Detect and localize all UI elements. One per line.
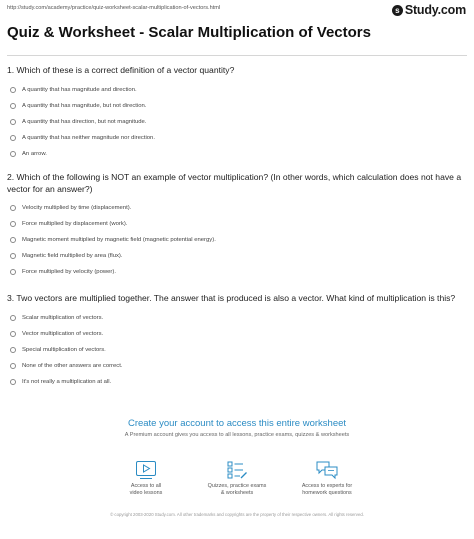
question-text: 3. Two vectors are multiplied together. The answer that is produced is also a vector. What kind of multiplication is this? (7, 293, 456, 303)
radio-icon[interactable] (10, 269, 16, 275)
option-label: A quantity that has neither magnitude nor direction. (22, 134, 155, 141)
option-label: Velocity multiplied by time (displacement). (22, 205, 132, 212)
question-text: 2. Which of the following is NOT an example of vector multiplication? (In other words, which calculation does not have a vector for an answer?) (7, 172, 462, 194)
option-label: An arrow. (22, 150, 47, 157)
radio-icon[interactable] (10, 119, 16, 125)
answer-option[interactable] (7, 358, 467, 374)
radio-icon[interactable] (10, 151, 16, 157)
study-logo[interactable] (392, 3, 466, 17)
feature-label: Access to experts for homework questions (301, 483, 353, 496)
radio-icon[interactable] (10, 315, 16, 321)
video-lesson-icon (135, 460, 157, 480)
radio-icon[interactable] (10, 87, 16, 93)
page-url[interactable]: http://study.com/academy/practice/quiz-worksheet-scalar-multiplication-of-vectors.html (7, 5, 221, 11)
copyright-footer: © copyright 2003-2020 Study.com. All other trademarks and copyrights are the property of their respective owners. All rights reserved. (110, 512, 364, 517)
question-text: 1. Which of these is a correct definition of a vector quantity? (7, 65, 235, 75)
option-label: Vector multiplication of vectors. (22, 330, 104, 337)
cta-title[interactable]: Create your account to access this entire worksheet (127, 418, 347, 429)
option-label: A quantity that has magnitude, but not direction. (22, 102, 147, 109)
answer-option[interactable] (7, 248, 467, 264)
answer-option[interactable] (7, 342, 467, 358)
answer-option[interactable] (7, 130, 467, 146)
option-label: Magnetic field multiplied by area (flux). (22, 253, 123, 260)
radio-icon[interactable] (10, 205, 16, 211)
answer-option[interactable] (7, 146, 467, 162)
feature-video-lessons (96, 460, 196, 497)
question-2 (7, 172, 467, 280)
option-label: Scalar multiplication of vectors. (22, 314, 104, 321)
radio-icon[interactable] (10, 253, 16, 259)
option-label: None of the other answers are correct. (22, 362, 123, 369)
radio-icon[interactable] (10, 363, 16, 369)
answer-option[interactable] (7, 98, 467, 114)
answer-option[interactable] (7, 216, 467, 232)
answer-option[interactable] (7, 232, 467, 248)
radio-icon[interactable] (10, 103, 16, 109)
answer-option[interactable] (7, 82, 467, 98)
expert-chat-icon (315, 460, 339, 480)
answer-option[interactable] (7, 310, 467, 326)
study-logo-mark-icon: s (392, 5, 403, 16)
feature-quizzes (187, 460, 287, 497)
answer-option[interactable] (7, 264, 467, 280)
page-title: Quiz & Worksheet - Scalar Multiplication of Vectors (7, 24, 371, 41)
radio-icon[interactable] (10, 379, 16, 385)
question-1 (7, 65, 467, 162)
answer-option[interactable] (7, 326, 467, 342)
answer-option[interactable] (7, 114, 467, 130)
top-bar (0, 0, 474, 20)
cta-subtitle: A Premium account gives you access to all lessons, practice exams, quizzes & worksheets (124, 432, 350, 438)
quiz-checklist-icon (226, 460, 248, 480)
option-label: Special multiplication of vectors. (22, 346, 106, 353)
study-logo-text: Study.com (404, 3, 466, 17)
option-label: Magnetic moment multiplied by magnetic field (magnetic potential energy). (22, 237, 216, 244)
radio-icon[interactable] (10, 347, 16, 353)
feature-experts (277, 460, 377, 497)
option-label: It's not really a multiplication at all. (22, 378, 112, 385)
answer-option[interactable] (7, 374, 467, 390)
option-label: Force multiplied by velocity (power). (22, 269, 116, 276)
radio-icon[interactable] (10, 237, 16, 243)
feature-label: Access to all video lessons (129, 483, 163, 496)
answer-option[interactable] (7, 200, 467, 216)
feature-label: Quizzes, practice exams & worksheets (207, 483, 267, 496)
title-divider (7, 55, 467, 56)
option-label: Force multiplied by displacement (work). (22, 221, 128, 228)
radio-icon[interactable] (10, 135, 16, 141)
premium-cta (0, 418, 474, 438)
radio-icon[interactable] (10, 221, 16, 227)
premium-features (0, 460, 474, 505)
option-label: A quantity that has magnitude and direction. (22, 86, 137, 93)
question-3 (7, 293, 467, 390)
radio-icon[interactable] (10, 331, 16, 337)
option-label: A quantity that has direction, but not magnitude. (22, 118, 147, 125)
